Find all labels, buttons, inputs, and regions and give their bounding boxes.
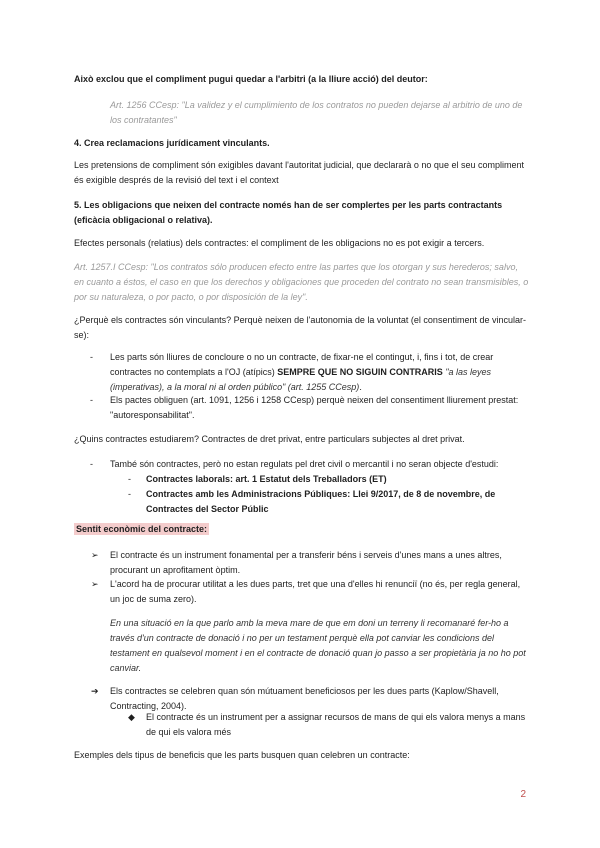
bullet-tambe-contractes: També són contractes, però no estan regulats pel dret civil o mercantil i no seran objecte d'estudi: bbox=[110, 459, 499, 469]
diamond-item-assignar: El contracte és un instrument per a assignar recursos de mans de qui els valora menys a mans de qui els valora més bbox=[146, 712, 526, 737]
quote-art-1257: Art. 1257.I CCesp: "Los contratos sólo producen efecto entre las partes que los otorgan y sus herederos; salvo, en cuanto a éstos, el caso en que los derechos y obligaciones que proceden del contrato no sean transmisibles, o por su naturaleza, o por pacto, o por disposición de la ley". bbox=[74, 262, 529, 302]
dash-bullet: - bbox=[128, 474, 131, 484]
arrow-item-mutuament: Els contractes se celebren quan són mútuament beneficiosos per les dues parts (Kaplow/Shavell, Contracting, 2004). bbox=[110, 686, 499, 711]
sub-bullet-administracions: Contractes amb les Administracions Públiques: Llei 9/2017, de 8 de novembre, de Contractes del Sector Públic bbox=[146, 489, 496, 514]
heading-sentit-economic bbox=[74, 522, 530, 537]
heading-5: 5. Les obligacions que neixen del contracte només han de ser complertes per les parts contractants (eficàcia obligacional o relativa). bbox=[74, 200, 503, 225]
paragraph-arbitri: Això exclou que el compliment pugui quedar a l'arbitri (a la lliure acció) del deutor: bbox=[74, 74, 428, 84]
dash-bullet: - bbox=[90, 459, 93, 469]
quote-art-1256: Art. 1256 CCesp: "La validez y el cumplimiento de los contratos no pueden dejarse al arbitrio de uno de los contratantes" bbox=[110, 100, 523, 125]
paragraph-efectes-personals: Efectes personals (relatius) dels contractes: el compliment de les obligacions no es pot exigir a tercers. bbox=[74, 238, 485, 248]
bullet-bold-text: SEMPRE QUE NO SIGUIN CONTRARIS bbox=[277, 367, 443, 377]
paragraph-quins-contractes: ¿Quins contractes estudiarem? Contractes de dret privat, entre particulars subjectes al dret privat. bbox=[74, 434, 465, 444]
sub-bullet-laborals: Contractes laborals: art. 1 Estatut dels Treballadors (ET) bbox=[146, 474, 387, 484]
bullet-end: . bbox=[359, 382, 362, 392]
arrowhead-bullet-icon: ➢ bbox=[91, 550, 99, 560]
arrowhead-bullet-icon: ➢ bbox=[91, 579, 99, 589]
dash-bullet: - bbox=[90, 352, 93, 362]
dash-bullet: - bbox=[90, 395, 93, 405]
arrow-item-utilitat: L'acord ha de procurar utilitat a les dues parts, tret que una d'elles hi renunciï (no és, per regla general, un joc de suma zero). bbox=[110, 579, 521, 604]
paragraph-vinculants: ¿Perquè els contractes són vinculants? Perquè neixen de l'autonomia de la voluntat (el consentiment de vincular-se): bbox=[74, 315, 526, 340]
bullet-text: Les parts són lliures de concloure o no un contracte, de fixar-ne el contingut, i, fins i tot, de crear contractes no contemplats a l'OJ (atípics) bbox=[110, 352, 494, 377]
page-number: 2 bbox=[520, 789, 526, 800]
highlighted-heading: Sentit econòmic del contracte: bbox=[76, 524, 208, 534]
dash-bullet: - bbox=[128, 489, 131, 499]
bullet-pactes: Els pactes obliguen (art. 1091, 1256 i 1258 CCesp) perquè neixen del consentiment lliurement prestat: "autoresponsabilitat". bbox=[110, 395, 519, 420]
diamond-bullet-icon: ◆ bbox=[128, 712, 135, 722]
arrow-right-icon: ➔ bbox=[91, 686, 99, 696]
heading-4: 4. Crea reclamacions jurídicament vinculants. bbox=[74, 138, 270, 148]
arrow-item-instrument: El contracte és un instrument fonamental per a transferir béns i serveis d'unes mans a unes altres, procurant un aprofitament òptim. bbox=[110, 550, 502, 575]
bullet-parts-lliures bbox=[110, 350, 530, 395]
example-donacio: En una situació en la que parlo amb la meva mare de que em doni un terreny li recomanaré fer-ho a través d'un contracte de donació i no per un testament perquè ella pot canviar les condicions del testament en qualsevol moment i en el contracte de donació quan jo passo a ser propietària ja no ho pot canviar. bbox=[110, 618, 526, 673]
paragraph-pretensions: Les pretensions de compliment són exigibles davant l'autoritat judicial, que declararà o no que el seu compliment és exigible després de la revisió del text i el context bbox=[74, 160, 524, 185]
bullet-italic-text: "a las leyes (imperativas), a la moral ni al orden público" (art. 1255 CCesp) bbox=[110, 367, 492, 392]
paragraph-exemples: Exemples dels tipus de beneficis que les parts busquen quan celebren un contracte: bbox=[74, 750, 410, 760]
